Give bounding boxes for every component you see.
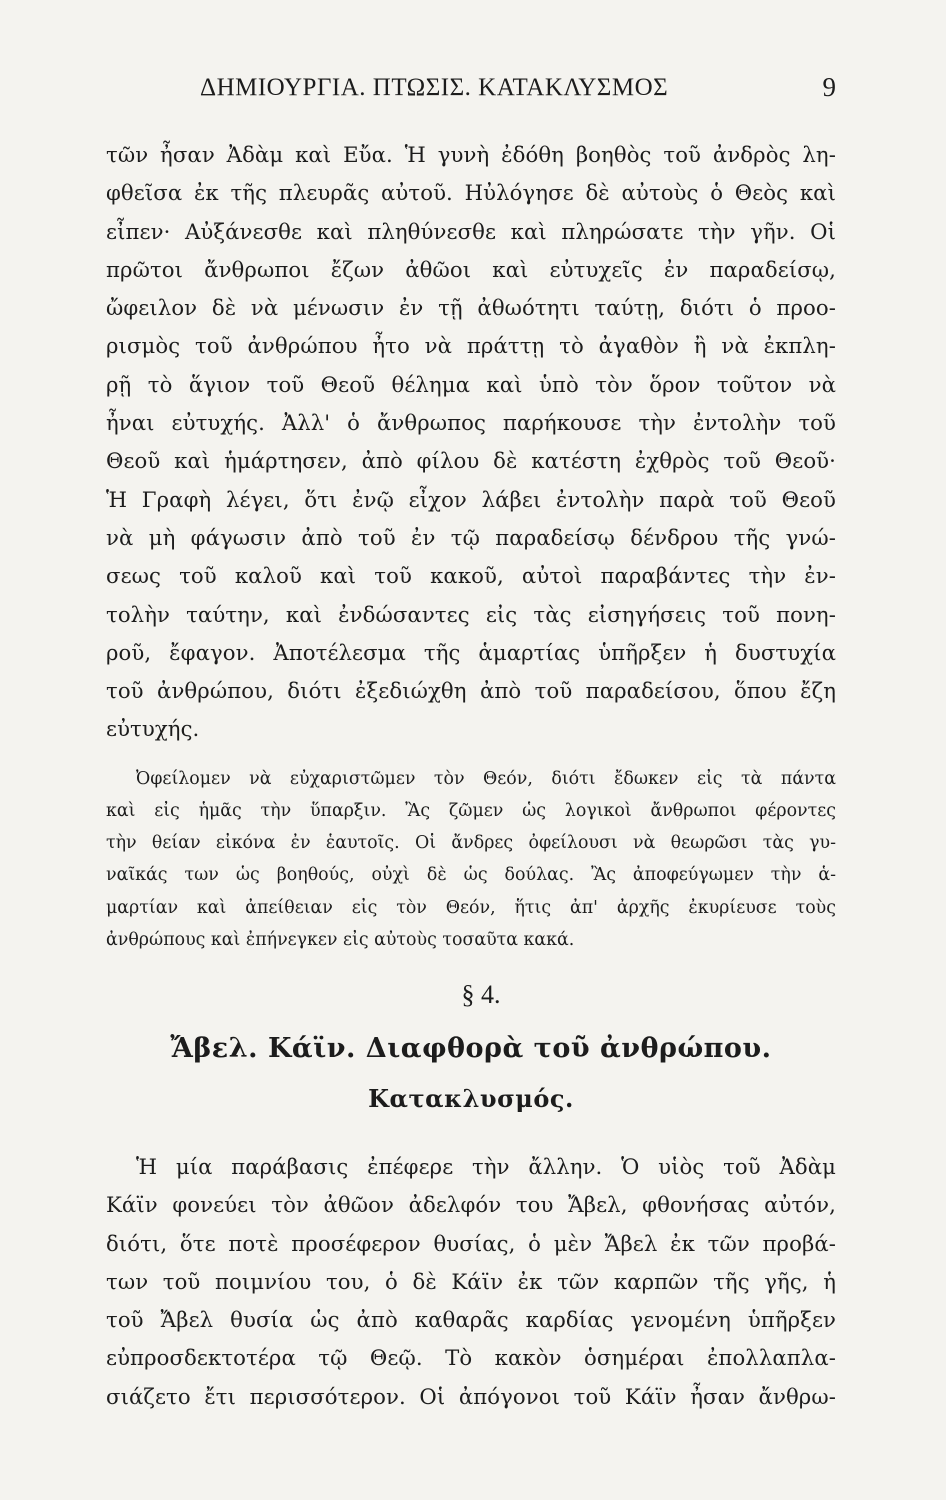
text-line: σιάζετο ἔτι περισσότερον. Οἱ ἀπόγονοι τοῦ Κάϊν ἦσαν ἄνθρω- [106,1383,836,1409]
text-line: Ἡ Γραφὴ λέγει, ὅτι ἐνῷ εἶχον λάβει ἐντολὴν παρὰ τοῦ Θεοῦ [106,486,836,512]
main-paragraph [106,136,836,749]
running-title: ΔΗΜΙΟΥΡΓΙΑ. ΠΤΩΣΙΣ. ΚΑΤΑΚΛΥΣΜΟΣ [200,74,669,101]
text-line: διότι, ὅτε ποτὲ προσέφερον θυσίας, ὁ μὲν Ἄβελ ἐκ τῶν προβά- [106,1230,836,1256]
text-line: πρῶτοι ἄνθρωποι ἔζων ἀθῶοι καὶ εὐτυχεῖς ἐν παραδείσῳ, [106,256,836,282]
note-line: τὴν θείαν εἰκόνα ἐν ἑαυτοῖς. Οἱ ἄνδρες ὀφείλουσι νὰ θεωρῶσι τὰς γυ- [106,833,836,854]
text-line: ρῇ τὸ ἅγιον τοῦ Θεοῦ θέλημα καὶ ὑπὸ τὸν ὅρον τοῦτον νὰ [106,371,836,397]
text-line: τοῦ ἀνθρώπου, διότι ἐξεδιώχθη ἀπὸ τοῦ παραδείσου, ὅπου ἔζη [106,678,836,704]
text-line: ἦναι εὐτυχής. Ἀλλ' ὁ ἄνθρωπος παρήκουσε τὴν ἐντολὴν τοῦ [106,410,836,436]
text-line: ὤφειλον δὲ νὰ μένωσιν ἐν τῇ ἀθωότητι ταύτῃ, διότι ὁ προο- [106,295,836,321]
section-heading-line: Ἄβελ. Κάϊν. Διαφθορὰ τοῦ ἀνθρώπου. [170,1032,772,1064]
note-line: μαρτίαν καὶ ἀπείθειαν εἰς τὸν Θεόν, ἥτις ἀπ' ἀρχῆς ἐκυρίευσε τοὺς [106,897,836,918]
text-line: τοῦ Ἄβελ θυσία ὡς ἀπὸ καθαρᾶς καρδίας γενομένη ὑπῆρξεν [106,1307,836,1333]
text-line: νὰ μὴ φάγωσιν ἀπὸ τοῦ ἐν τῷ παραδείσῳ δένδρου τῆς γνώ- [106,524,836,550]
text-line: των τοῦ ποιμνίου του, ὁ δὲ Κάϊν ἐκ τῶν καρπῶν τῆς γῆς, ἡ [106,1268,836,1294]
text-line: τολὴν ταύτην, καὶ ἐνδώσαντες εἰς τὰς εἰσηγήσεις τοῦ πονη- [106,601,836,627]
text-line: τῶν ἦσαν Ἀδὰμ καὶ Εὔα. Ἡ γυνὴ ἐδόθη βοηθὸς τοῦ ἀνδρὸς λη- [106,142,836,167]
page-number: 9 [822,72,836,102]
section-number: § 4. [461,979,501,1009]
text-line: εὐτυχής. [106,716,200,742]
moral-note [106,763,836,956]
note-line: ναῖκάς των ὡς βοηθούς, οὐχὶ δὲ ὡς δούλας. Ἂς ἀποφεύγωμεν τὴν ἁ- [106,865,836,886]
section-paragraph [106,1148,836,1416]
text-line: σεως τοῦ καλοῦ καὶ τοῦ κακοῦ, αὐτοὶ παραβάντες τὴν ἐν- [106,563,836,589]
note-line: Ὀφείλομεν νὰ εὐχαριστῶμεν τὸν Θεόν, διότι ἔδωκεν εἰς τὰ πάντα [136,768,836,789]
note-line: ἀνθρώπους καὶ ἐπήνεγκεν εἰς αὐτοὺς τοσαῦτα κακά. [106,929,575,950]
text-line: φθεῖσα ἐκ τῆς πλευρᾶς αὐτοῦ. Ηὐλόγησε δὲ αὐτοὺς ὁ Θεὸς καὶ [106,180,836,206]
text-line: εὐπροσδεκτοτέρα τῷ Θεῷ. Τὸ κακὸν ὁσημέραι ἐπολλαπλα- [106,1345,836,1371]
text-line: Κάϊν φονεύει τὸν ἀθῶον ἀδελφόν του Ἄβελ, φθονήσας αὐτόν, [106,1192,836,1218]
text-line: Ἡ μία παράβασις ἐπέφερε τὴν ἄλλην. Ὁ υἱὸς τοῦ Ἀδὰμ [136,1153,836,1179]
note-line: καὶ εἰς ἡμᾶς τὴν ὕπαρξιν. Ἂς ζῶμεν ὡς λογικοὶ ἄνθρωποι φέροντες [106,800,836,821]
text-line: ρισμὸς τοῦ ἀνθρώπου ἦτο νὰ πράττῃ τὸ ἀγαθὸν ἢ νὰ ἐκπλη- [106,333,836,359]
running-header [106,62,836,114]
text-line: ροῦ, ἔφαγον. Ἀποτέλεσμα τῆς ἁμαρτίας ὑπῆρξεν ἡ δυστυχία [106,639,836,665]
section-heading [106,1024,836,1124]
section-heading-line: Κατακλυσμός. [368,1083,574,1113]
text-line: εἶπεν· Αὐξάνεσθε καὶ πληθύνεσθε καὶ πληρώσατε τὴν γῆν. Οἱ [106,218,836,244]
text-line: Θεοῦ καὶ ἡμάρτησεν, ἀπὸ φίλου δὲ κατέστη ἐχθρὸς τοῦ Θεοῦ· [106,448,836,474]
